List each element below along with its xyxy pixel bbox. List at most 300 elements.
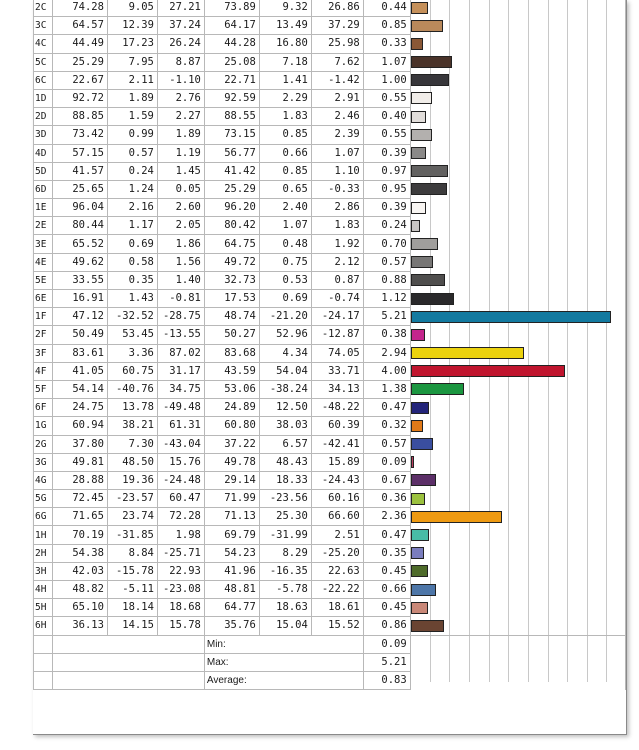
delta-e-bar	[411, 347, 524, 359]
table-row	[34, 253, 626, 271]
reference-a-value: 9.05	[107, 0, 157, 17]
delta-e-value: 0.97	[363, 162, 410, 180]
table-row	[34, 0, 626, 17]
delta-e-value: 0.36	[363, 490, 410, 508]
delta-e-bar-cell	[410, 526, 625, 544]
reference-b-value: 1.19	[157, 144, 204, 162]
measured-a-value: 1.07	[259, 217, 311, 235]
reference-a-value: -23.57	[107, 490, 157, 508]
measured-b-value: 25.98	[311, 35, 363, 53]
empty-cell	[34, 653, 53, 671]
delta-e-bar-cell	[410, 35, 625, 53]
reference-a-value: 1.59	[107, 108, 157, 126]
reference-l-value: 88.85	[52, 108, 107, 126]
empty-cell	[52, 653, 204, 671]
reference-a-value: 0.24	[107, 162, 157, 180]
measured-b-value: 2.46	[311, 108, 363, 126]
measured-a-value: 4.34	[259, 344, 311, 362]
patch-id: 5D	[34, 162, 53, 180]
patch-id: 4E	[34, 253, 53, 271]
delta-e-value: 0.95	[363, 180, 410, 198]
patch-id: 6E	[34, 290, 53, 308]
measured-b-value: -42.41	[311, 435, 363, 453]
patch-id: 1G	[34, 417, 53, 435]
reference-a-value: 13.78	[107, 399, 157, 417]
delta-e-bar	[411, 92, 432, 104]
reference-l-value: 22.67	[52, 71, 107, 89]
measured-b-value: 22.63	[311, 562, 363, 580]
delta-e-bar-cell	[410, 162, 625, 180]
summary-value: 5.21	[363, 653, 410, 671]
measured-b-value: -12.87	[311, 326, 363, 344]
empty-cell	[34, 635, 53, 653]
measured-l-value: 48.74	[204, 308, 259, 326]
measured-a-value: 0.69	[259, 290, 311, 308]
delta-e-bar-cell	[410, 217, 625, 235]
patch-id: 6G	[34, 508, 53, 526]
reference-a-value: 60.75	[107, 362, 157, 380]
reference-l-value: 48.82	[52, 581, 107, 599]
table-row	[34, 17, 626, 35]
delta-e-bar	[411, 293, 454, 305]
delta-e-bar	[411, 111, 426, 123]
measured-b-value: 15.52	[311, 617, 363, 635]
reference-b-value: -43.04	[157, 435, 204, 453]
delta-e-value: 1.07	[363, 53, 410, 71]
reference-l-value: 25.29	[52, 53, 107, 71]
delta-e-bar	[411, 74, 450, 86]
delta-e-value: 0.40	[363, 108, 410, 126]
delta-e-bar-cell	[410, 17, 625, 35]
reference-b-value: 1.40	[157, 271, 204, 289]
measured-b-value: -1.42	[311, 71, 363, 89]
delta-e-bar	[411, 329, 426, 341]
measured-a-value: 13.49	[259, 17, 311, 35]
table-row	[34, 344, 626, 362]
reference-l-value: 16.91	[52, 290, 107, 308]
measured-b-value: 2.51	[311, 526, 363, 544]
reference-l-value: 36.13	[52, 617, 107, 635]
delta-e-bar	[411, 56, 452, 68]
summary-value: 0.09	[363, 635, 410, 653]
delta-e-bar	[411, 474, 437, 486]
delta-e-bar-cell	[410, 399, 625, 417]
reference-a-value: 1.24	[107, 180, 157, 198]
summary-label: Min:	[204, 635, 363, 653]
reference-l-value: 92.72	[52, 89, 107, 107]
summary-row	[34, 653, 626, 671]
reference-b-value: 1.98	[157, 526, 204, 544]
reference-b-value: 2.76	[157, 89, 204, 107]
measured-a-value: 7.18	[259, 53, 311, 71]
reference-l-value: 60.94	[52, 417, 107, 435]
table-row	[34, 162, 626, 180]
measured-b-value: -25.20	[311, 544, 363, 562]
measured-l-value: 53.06	[204, 380, 259, 398]
measured-b-value: -24.17	[311, 308, 363, 326]
table-row	[34, 380, 626, 398]
measured-a-value: -23.56	[259, 490, 311, 508]
reference-l-value: 96.04	[52, 199, 107, 217]
reference-a-value: 0.57	[107, 144, 157, 162]
empty-cell	[410, 635, 625, 653]
reference-a-value: 1.89	[107, 89, 157, 107]
reference-l-value: 83.61	[52, 344, 107, 362]
measured-l-value: 64.17	[204, 17, 259, 35]
reference-b-value: 31.17	[157, 362, 204, 380]
reference-l-value: 74.28	[52, 0, 107, 17]
delta-e-bar	[411, 511, 502, 523]
delta-e-bar-cell	[410, 108, 625, 126]
patch-id: 6C	[34, 71, 53, 89]
patch-id: 3G	[34, 453, 53, 471]
measured-a-value: 6.57	[259, 435, 311, 453]
reference-b-value: 27.21	[157, 0, 204, 17]
measured-l-value: 71.99	[204, 490, 259, 508]
patch-id: 4H	[34, 581, 53, 599]
measured-l-value: 37.22	[204, 435, 259, 453]
measured-a-value: 0.53	[259, 271, 311, 289]
measured-b-value: -0.74	[311, 290, 363, 308]
patch-id: 3F	[34, 344, 53, 362]
reference-l-value: 64.57	[52, 17, 107, 35]
delta-e-value: 5.21	[363, 308, 410, 326]
delta-e-bar-cell	[410, 490, 625, 508]
delta-e-value: 1.38	[363, 380, 410, 398]
reference-a-value: 0.69	[107, 235, 157, 253]
reference-l-value: 65.10	[52, 599, 107, 617]
table-row	[34, 544, 626, 562]
reference-b-value: 37.24	[157, 17, 204, 35]
patch-id: 2G	[34, 435, 53, 453]
delta-e-bar	[411, 202, 426, 214]
reference-l-value: 54.14	[52, 380, 107, 398]
measured-l-value: 49.78	[204, 453, 259, 471]
reference-a-value: 23.74	[107, 508, 157, 526]
measured-a-value: -31.99	[259, 526, 311, 544]
reference-l-value: 49.81	[52, 453, 107, 471]
delta-e-bar-cell	[410, 581, 625, 599]
delta-e-bar	[411, 183, 448, 195]
delta-e-value: 0.24	[363, 217, 410, 235]
patch-id: 6D	[34, 180, 53, 198]
table-row	[34, 581, 626, 599]
delta-e-bar	[411, 2, 428, 14]
delta-e-bar	[411, 311, 612, 323]
measured-l-value: 35.76	[204, 617, 259, 635]
patch-id: 1E	[34, 199, 53, 217]
table-row	[34, 271, 626, 289]
reference-b-value: -25.71	[157, 544, 204, 562]
measured-l-value: 60.80	[204, 417, 259, 435]
measured-l-value: 83.68	[204, 344, 259, 362]
empty-cell	[410, 653, 625, 671]
delta-e-bar	[411, 383, 464, 395]
measured-b-value: 15.89	[311, 453, 363, 471]
reference-l-value: 33.55	[52, 271, 107, 289]
delta-e-bar-cell	[410, 308, 625, 326]
delta-e-bar-cell	[410, 144, 625, 162]
delta-e-bar-cell	[410, 71, 625, 89]
measured-l-value: 73.15	[204, 126, 259, 144]
reference-l-value: 50.49	[52, 326, 107, 344]
measured-l-value: 32.73	[204, 271, 259, 289]
delta-e-value: 0.44	[363, 0, 410, 17]
reference-a-value: 2.11	[107, 71, 157, 89]
summary-row	[34, 671, 626, 689]
patch-id: 2D	[34, 108, 53, 126]
table-row	[34, 562, 626, 580]
patch-id: 1D	[34, 89, 53, 107]
table-row	[34, 71, 626, 89]
measured-l-value: 80.42	[204, 217, 259, 235]
patch-id: 4G	[34, 471, 53, 489]
measured-l-value: 25.29	[204, 180, 259, 198]
table-row	[34, 308, 626, 326]
delta-e-value: 0.57	[363, 435, 410, 453]
measured-l-value: 88.55	[204, 108, 259, 126]
measured-a-value: -38.24	[259, 380, 311, 398]
measured-l-value: 41.42	[204, 162, 259, 180]
delta-e-value: 0.39	[363, 144, 410, 162]
delta-e-value: 0.88	[363, 271, 410, 289]
reference-l-value: 49.62	[52, 253, 107, 271]
delta-e-bar-cell	[410, 508, 625, 526]
delta-e-bar	[411, 147, 426, 159]
reference-a-value: -15.78	[107, 562, 157, 580]
delta-e-value: 0.09	[363, 453, 410, 471]
measured-l-value: 43.59	[204, 362, 259, 380]
reference-b-value: 26.24	[157, 35, 204, 53]
reference-a-value: 18.14	[107, 599, 157, 617]
patch-id: 6H	[34, 617, 53, 635]
reference-b-value: 0.05	[157, 180, 204, 198]
measured-l-value: 50.27	[204, 326, 259, 344]
delta-e-bar	[411, 620, 444, 632]
summary-label: Max:	[204, 653, 363, 671]
delta-e-value: 0.70	[363, 235, 410, 253]
reference-l-value: 47.12	[52, 308, 107, 326]
reference-b-value: 87.02	[157, 344, 204, 362]
patch-id: 3D	[34, 126, 53, 144]
delta-e-bar	[411, 165, 448, 177]
reference-l-value: 80.44	[52, 217, 107, 235]
patch-id: 2E	[34, 217, 53, 235]
reference-a-value: 38.21	[107, 417, 157, 435]
reference-a-value: 19.36	[107, 471, 157, 489]
reference-a-value: 14.15	[107, 617, 157, 635]
summary-row	[34, 635, 626, 653]
measured-l-value: 17.53	[204, 290, 259, 308]
measured-l-value: 73.89	[204, 0, 259, 17]
summary-value: 0.83	[363, 671, 410, 689]
measured-b-value: 66.60	[311, 508, 363, 526]
delta-e-bar	[411, 602, 428, 614]
delta-e-value: 1.00	[363, 71, 410, 89]
reference-l-value: 73.42	[52, 126, 107, 144]
patch-id: 5F	[34, 380, 53, 398]
delta-e-report-table	[33, 0, 627, 735]
measured-b-value: 1.92	[311, 235, 363, 253]
reference-l-value: 24.75	[52, 399, 107, 417]
measured-l-value: 49.72	[204, 253, 259, 271]
reference-l-value: 71.65	[52, 508, 107, 526]
delta-e-bar	[411, 238, 438, 250]
patch-id: 5H	[34, 599, 53, 617]
delta-e-value: 0.66	[363, 581, 410, 599]
delta-e-value: 0.35	[363, 544, 410, 562]
delta-e-bar	[411, 38, 424, 50]
measured-a-value: 8.29	[259, 544, 311, 562]
measured-l-value: 41.96	[204, 562, 259, 580]
measured-b-value: 2.12	[311, 253, 363, 271]
reference-b-value: 1.86	[157, 235, 204, 253]
delta-e-value: 2.36	[363, 508, 410, 526]
measured-l-value: 92.59	[204, 89, 259, 107]
reference-b-value: -13.55	[157, 326, 204, 344]
measured-b-value: -48.22	[311, 399, 363, 417]
delta-e-bar-cell	[410, 253, 625, 271]
reference-a-value: 7.30	[107, 435, 157, 453]
reference-l-value: 25.65	[52, 180, 107, 198]
patch-id: 2H	[34, 544, 53, 562]
measured-a-value: 0.85	[259, 162, 311, 180]
measured-l-value: 29.14	[204, 471, 259, 489]
delta-e-bar-cell	[410, 435, 625, 453]
reference-b-value: 15.76	[157, 453, 204, 471]
measured-b-value: -24.43	[311, 471, 363, 489]
reference-b-value: 34.75	[157, 380, 204, 398]
patch-id: 5E	[34, 271, 53, 289]
table-row	[34, 399, 626, 417]
measured-b-value: 1.83	[311, 217, 363, 235]
reference-l-value: 37.80	[52, 435, 107, 453]
reference-a-value: 17.23	[107, 35, 157, 53]
measured-a-value: 16.80	[259, 35, 311, 53]
reference-l-value: 54.38	[52, 544, 107, 562]
reference-b-value: 72.28	[157, 508, 204, 526]
patch-id: 1H	[34, 526, 53, 544]
measured-l-value: 69.79	[204, 526, 259, 544]
measured-l-value: 64.75	[204, 235, 259, 253]
measured-a-value: 52.96	[259, 326, 311, 344]
table-row	[34, 490, 626, 508]
measured-a-value: 1.83	[259, 108, 311, 126]
measured-b-value: 1.10	[311, 162, 363, 180]
reference-b-value: 8.87	[157, 53, 204, 71]
measured-b-value: 2.86	[311, 199, 363, 217]
delta-e-bar	[411, 274, 445, 286]
measured-a-value: 2.29	[259, 89, 311, 107]
reference-l-value: 44.49	[52, 35, 107, 53]
delta-e-bar-cell	[410, 562, 625, 580]
measured-l-value: 56.77	[204, 144, 259, 162]
delta-e-value: 0.55	[363, 126, 410, 144]
delta-e-bar	[411, 20, 444, 32]
reference-a-value: 0.35	[107, 271, 157, 289]
patch-id: 4F	[34, 362, 53, 380]
measured-b-value: 2.39	[311, 126, 363, 144]
measured-l-value: 22.71	[204, 71, 259, 89]
measured-a-value: 18.33	[259, 471, 311, 489]
reference-a-value: 1.17	[107, 217, 157, 235]
reference-a-value: 1.43	[107, 290, 157, 308]
reference-a-value: -31.85	[107, 526, 157, 544]
delta-e-value: 0.55	[363, 89, 410, 107]
measured-l-value: 44.28	[204, 35, 259, 53]
delta-e-value: 0.86	[363, 617, 410, 635]
reference-a-value: 53.45	[107, 326, 157, 344]
delta-e-bar	[411, 420, 423, 432]
reference-a-value: 0.99	[107, 126, 157, 144]
reference-a-value: -32.52	[107, 308, 157, 326]
table-row	[34, 126, 626, 144]
delta-e-bar	[411, 529, 429, 541]
measured-l-value: 96.20	[204, 199, 259, 217]
measured-a-value: -21.20	[259, 308, 311, 326]
table-row	[34, 199, 626, 217]
reference-b-value: -49.48	[157, 399, 204, 417]
reference-a-value: 0.58	[107, 253, 157, 271]
measured-a-value: 0.75	[259, 253, 311, 271]
delta-e-value: 0.57	[363, 253, 410, 271]
measured-a-value: 18.63	[259, 599, 311, 617]
reference-a-value: 8.84	[107, 544, 157, 562]
table-row	[34, 453, 626, 471]
patch-id: 2F	[34, 326, 53, 344]
measured-a-value: 38.03	[259, 417, 311, 435]
measured-a-value: 1.41	[259, 71, 311, 89]
measured-a-value: 25.30	[259, 508, 311, 526]
delta-e-bar-cell	[410, 617, 625, 635]
reference-a-value: -5.11	[107, 581, 157, 599]
delta-e-bar-cell	[410, 344, 625, 362]
delta-e-bar-cell	[410, 235, 625, 253]
measured-b-value: 60.16	[311, 490, 363, 508]
table-row	[34, 217, 626, 235]
reference-b-value: -1.10	[157, 71, 204, 89]
delta-e-value: 0.45	[363, 599, 410, 617]
measured-a-value: 0.48	[259, 235, 311, 253]
table-row	[34, 235, 626, 253]
measured-a-value: 2.40	[259, 199, 311, 217]
measured-b-value: 60.39	[311, 417, 363, 435]
delta-e-bar	[411, 547, 425, 559]
table-row	[34, 435, 626, 453]
table-row	[34, 108, 626, 126]
measured-a-value: -5.78	[259, 581, 311, 599]
delta-e-bar-cell	[410, 380, 625, 398]
measured-l-value: 71.13	[204, 508, 259, 526]
delta-e-value: 2.94	[363, 344, 410, 362]
reference-a-value: 7.95	[107, 53, 157, 71]
patch-id: 4C	[34, 35, 53, 53]
measured-b-value: 37.29	[311, 17, 363, 35]
measured-a-value: 0.85	[259, 126, 311, 144]
measured-l-value: 25.08	[204, 53, 259, 71]
measured-b-value: 34.13	[311, 380, 363, 398]
delta-e-value: 0.67	[363, 471, 410, 489]
delta-e-bar-cell	[410, 453, 625, 471]
measured-a-value: 12.50	[259, 399, 311, 417]
delta-e-value: 0.85	[363, 17, 410, 35]
reference-b-value: 2.60	[157, 199, 204, 217]
table-row	[34, 362, 626, 380]
reference-l-value: 28.88	[52, 471, 107, 489]
measurement-table	[33, 0, 626, 690]
delta-e-value: 0.33	[363, 35, 410, 53]
reference-b-value: -0.81	[157, 290, 204, 308]
